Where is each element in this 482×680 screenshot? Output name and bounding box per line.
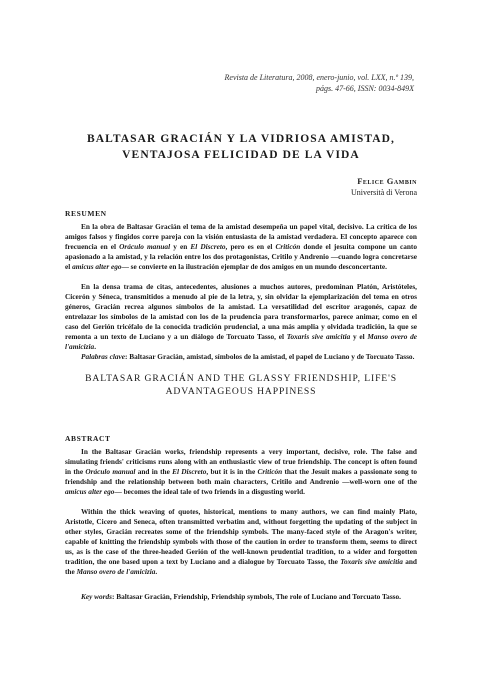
article-title-english-line-1: BALTASAR GRACIÁN AND THE GLASSY FRIENDSHIP, LIFE'S bbox=[85, 373, 397, 384]
article-title-spanish-line-2: VENTAJOSA FELICIDAD DE LA VIDA bbox=[122, 149, 360, 161]
abstract-keywords bbox=[65, 592, 417, 602]
text-run: In the Baltasar Gracián works, friendship represents a very important, decisive, role. The false and simulating friends' criticisms runs along with an enthusiastic view of true friendship. The concept is often found in the bbox=[65, 447, 417, 476]
text-run: — se convierte en la ilustración ejemplar de dos amigos en un mundo desconcertante. bbox=[121, 262, 387, 271]
work-title: Toxaris sive amicitia bbox=[340, 557, 403, 566]
text-run: , but it is in the bbox=[206, 467, 258, 476]
text-run: . bbox=[155, 567, 158, 576]
text-run: — becomes the ideal tale of two friends in a disgusting world. bbox=[114, 487, 305, 496]
article-title-spanish bbox=[40, 131, 442, 163]
journal-reference-line-2: págs. 47-66, ISSN: 0034-849X bbox=[316, 84, 414, 93]
resumen-keywords bbox=[65, 352, 417, 362]
text-run: y en bbox=[170, 242, 191, 251]
work-title: El Discreto bbox=[190, 242, 226, 251]
journal-reference-line-1: Revista de Literatura, 2008, enero-junio, vol. LXX, n.º 139, bbox=[224, 73, 414, 82]
keywords-label: Key words bbox=[81, 592, 113, 601]
text-run: and in the bbox=[135, 467, 173, 476]
text-run: and the bbox=[65, 557, 417, 576]
work-title: El Discreto bbox=[172, 467, 207, 476]
keywords-text: : Baltasar Gracián, amistad, símbolos de la amistad, el papel de Luciano y de Torcuato Tasso. bbox=[124, 352, 415, 361]
work-title: Oráculo manual bbox=[85, 467, 136, 476]
text-run: En la obra de Baltasar Gracián el tema de la amistad desempeña un papel vital, decisivo. La crítica de los amigos falsos y fingidos corre pareja con la visión entusiasta de la amistad verdadera. El concepto aparece con frecuencia en el bbox=[65, 222, 417, 251]
resumen-paragraph-2 bbox=[65, 282, 417, 352]
text-run: y el bbox=[350, 332, 368, 341]
text-run: , pero es en el bbox=[225, 242, 276, 251]
text-run: . bbox=[94, 342, 97, 351]
text-run: Within the thick weaving of quotes, historical, mentions to many authors, we can find mainly Plato, Aristotle, Cicero and Seneca, often transmitted verbatim and, without forgetting the updating of the subject in other styles, Gracián recreates some of the friendship symbols. The many-faced style of the Aragon's writer, capable of knitting the friendship symbols with those of the caution in order to transform them, seems to direct us, as is the case of the three-headed Gerión of the well-known prudential tradition, to a wider and forgotten tradition, the one based upon a text by Luciano and a dialogue by Torcuato Tasso, the bbox=[65, 507, 417, 566]
journal-reference bbox=[114, 72, 414, 94]
text-run: that the Jesuit makes a passionate song to friendship and the relationship between both main characters, Critilo and Andrenio —well-worn one of the bbox=[65, 467, 418, 486]
resumen-heading: RESUMEN bbox=[65, 209, 107, 218]
abstract-heading: ABSTRACT bbox=[65, 434, 111, 443]
author-name: Felice Gambin bbox=[357, 176, 417, 186]
author-block bbox=[351, 176, 417, 198]
keywords-text: : Baltasar Gracián, Friendship, Friendship symbols, The role of Luciano and Torcuato Tasso. bbox=[112, 592, 401, 601]
work-title: Manso overo de l'amicizia bbox=[76, 567, 156, 576]
work-title: Manso overo de l'amicizia bbox=[65, 332, 418, 351]
latin-phrase: amicus alter ego bbox=[65, 487, 115, 496]
article-title-english bbox=[40, 372, 442, 398]
work-title: Criticón bbox=[275, 242, 301, 251]
keywords-label: Palabras clave bbox=[81, 352, 125, 361]
work-title: Toxaris sive amicitia bbox=[286, 332, 351, 341]
work-title: Oráculo manual bbox=[119, 242, 171, 251]
article-title-spanish-line-1: BALTASAR GRACIÁN Y LA VIDRIOSA AMISTAD, bbox=[86, 133, 396, 145]
abstract-paragraph-1 bbox=[65, 447, 417, 497]
text-run: donde el jesuita compone un canto apasionado a la amistad, y la relación entre los dos protagonistas, Critilo y Andrenio —cuando logra concretarse el bbox=[65, 242, 418, 271]
author-affiliation: Università di Verona bbox=[350, 188, 417, 197]
article-title-english-line-2: ADVANTAGEOUS HAPPINESS bbox=[165, 386, 317, 397]
latin-phrase: amicus alter ego bbox=[72, 262, 122, 271]
text-run: En la densa trama de citas, antecedentes, alusiones a muchos autores, predominan Platón, Aristóteles, Cicerón y Séneca, transmitidos a menudo al pie de la letra, y, sin olvidar la ejemplarización del tema en otros géneros, Gracián recrea algunos símbolos de la amistad. La versatilidad del escritor aragonés, capaz de entrelazar los símbolos de la amistad con los de la prudencia para transformarlos, parece animar, como en el caso del Gerión tricéfalo de la conocida tradición prudencial, a una más amplia y olvidada tradición, la que se remonta a un texto de Luciano y a un diálogo de Torcuato Tasso, el bbox=[65, 282, 417, 341]
work-title: Criticón bbox=[257, 467, 283, 476]
abstract-paragraph-2 bbox=[65, 507, 417, 577]
resumen-paragraph-1 bbox=[65, 222, 417, 272]
